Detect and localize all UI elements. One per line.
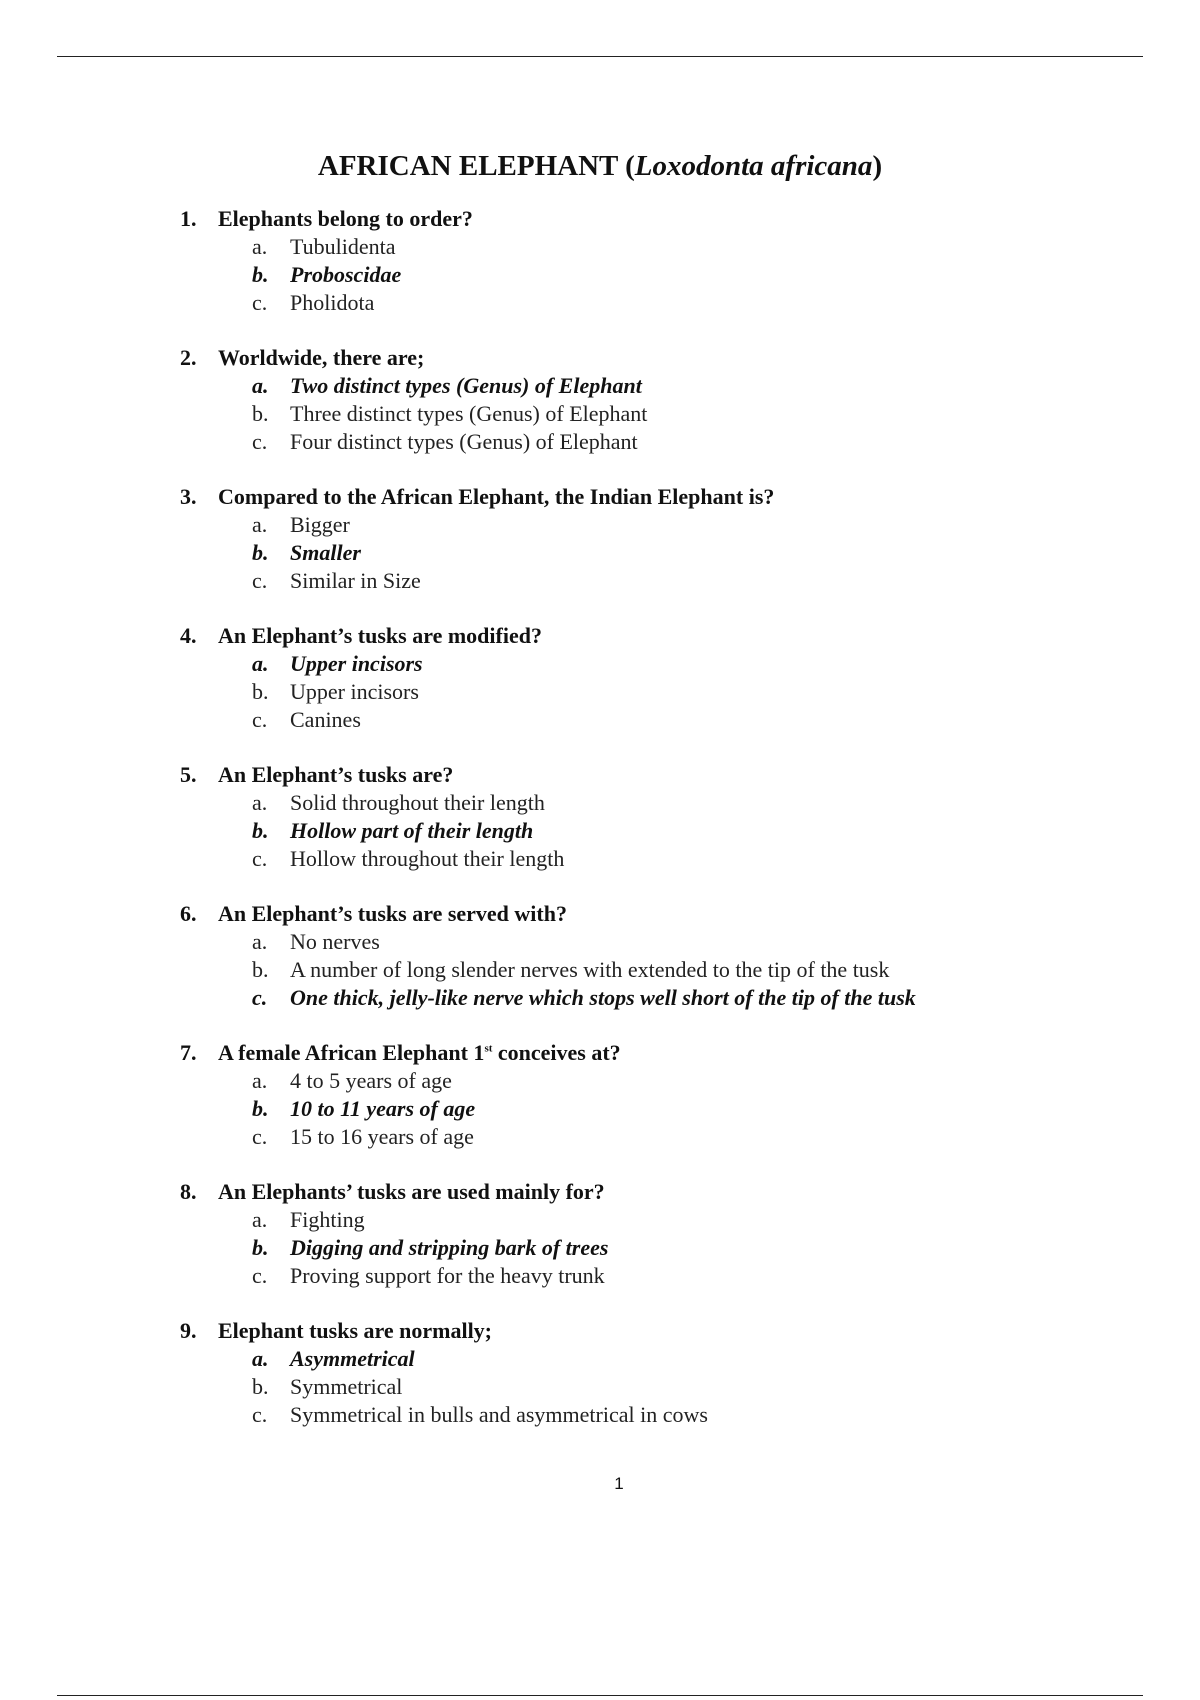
option-letter: c. [252,429,268,454]
option-letter: c. [252,1263,268,1288]
option-text: Fighting [290,1207,365,1232]
answer-option [252,1373,1080,1401]
answer-option [252,511,1080,539]
answer-option [252,845,1080,873]
option-letter: c. [252,290,268,315]
option-letter: c. [252,846,268,871]
answer-option [252,428,1080,456]
option-letter: b. [252,1096,269,1121]
ordinal-superscript: st [484,1042,493,1055]
question-number: 8. [180,1179,197,1204]
question-text-part: An Elephants’ tusks are used mainly for? [218,1179,605,1204]
option-letter: a. [252,1207,268,1232]
question-line [180,483,1080,511]
answer-option [252,956,1080,984]
option-list [180,1206,1080,1290]
question-text [218,344,424,372]
answer-option [252,706,1080,734]
answer-option [252,289,1080,317]
option-letter: c. [252,568,268,593]
question-list [180,205,1080,1456]
option-letter: a. [252,651,269,676]
option-text: Pholidota [290,290,375,315]
option-text: Bigger [290,512,350,537]
option-text: Tubulidenta [290,234,396,259]
answer-option-correct [252,372,1080,400]
question-line [180,1039,1080,1067]
option-text: A number of long slender nerves with extended to the tip of the tusk [290,957,890,982]
option-text: Smaller [290,540,361,565]
option-text: No nerves [290,929,380,954]
answer-option-correct [252,1234,1080,1262]
option-text: One thick, jelly-like nerve which stops well short of the tip of the tusk [290,985,916,1010]
option-list [180,372,1080,456]
option-text: Four distinct types (Genus) of Elephant [290,429,638,454]
question-line [180,344,1080,372]
option-letter: a. [252,373,269,398]
option-text: 15 to 16 years of age [290,1124,474,1149]
question-line [180,761,1080,789]
option-text: Canines [290,707,361,732]
option-text: Proving support for the heavy trunk [290,1263,605,1288]
question-text-part: Worldwide, there are; [218,345,425,370]
question-line [180,900,1080,928]
option-letter: b. [252,957,269,982]
option-letter: a. [252,512,268,537]
document-title [0,146,1200,186]
question-text-part: Compared to the African Elephant, the Indian Elephant is? [218,484,775,509]
question-item [180,483,1080,595]
answer-option [252,400,1080,428]
question-text-part: A female African Elephant 1 [218,1040,485,1065]
answer-option [252,233,1080,261]
answer-option [252,789,1080,817]
option-list [180,928,1080,1012]
option-letter: c. [252,1124,268,1149]
answer-option [252,567,1080,595]
option-letter: a. [252,929,268,954]
question-line [180,205,1080,233]
option-letter: b. [252,540,269,565]
question-line [180,622,1080,650]
question-text-part: An Elephant’s tusks are? [218,762,454,787]
title-close: ) [872,150,883,182]
question-number: 4. [180,623,197,648]
question-text-part: conceives at? [492,1040,621,1065]
option-text: Hollow throughout their length [290,846,565,871]
option-letter: b. [252,1374,269,1399]
question-text [218,761,453,789]
question-text [218,622,542,650]
question-item [180,1039,1080,1151]
question-text-part: An Elephant’s tusks are served with? [218,901,567,926]
question-item [180,761,1080,873]
question-number: 7. [180,1040,197,1065]
question-item [180,1317,1080,1429]
question-number: 9. [180,1318,197,1343]
option-letter: c. [252,1402,268,1427]
option-letter: a. [252,1346,269,1371]
option-letter: a. [252,1068,268,1093]
question-number: 3. [180,484,197,509]
question-item [180,205,1080,317]
question-item [180,1178,1080,1290]
option-letter: c. [252,985,268,1010]
option-text: Three distinct types (Genus) of Elephant [290,401,648,426]
header-rule [57,56,1143,57]
question-item [180,622,1080,734]
option-list [180,650,1080,734]
option-text: Upper incisors [290,679,419,704]
page-number: 1 [614,1474,624,1493]
option-text: 10 to 11 years of age [290,1096,476,1121]
question-line [180,1317,1080,1345]
footer-rule [57,1695,1143,1696]
title-main: AFRICAN ELEPHANT ( [317,150,635,182]
question-text-part: An Elephant’s tusks are modified? [218,623,542,648]
option-text: Symmetrical in bulls and asymmetrical in cows [290,1402,708,1427]
question-number: 1. [180,206,197,231]
option-list [180,511,1080,595]
option-letter: b. [252,262,269,287]
option-letter: a. [252,234,268,259]
answer-option [252,1262,1080,1290]
question-text [218,1039,621,1067]
question-text [218,900,567,928]
answer-option [252,1206,1080,1234]
answer-option-correct [252,1345,1080,1373]
answer-option [252,678,1080,706]
option-text: Proboscidae [290,262,402,287]
option-text: Asymmetrical [290,1346,415,1371]
question-text [218,1178,605,1206]
option-letter: a. [252,790,268,815]
option-letter: b. [252,679,269,704]
option-text: Hollow part of their length [290,818,534,843]
option-list [180,1067,1080,1151]
question-line [180,1178,1080,1206]
question-text-part: Elephants belong to order? [218,206,473,231]
title-latin-name: Loxodonta africana [634,150,873,182]
question-item [180,900,1080,1012]
answer-option-correct [252,650,1080,678]
option-text: Digging and stripping bark of trees [290,1235,609,1260]
question-text [218,1317,492,1345]
option-list [180,789,1080,873]
option-text: Two distinct types (Genus) of Elephant [290,373,642,398]
option-letter: b. [252,818,269,843]
option-letter: b. [252,1235,269,1260]
answer-option-correct [252,1095,1080,1123]
option-letter: c. [252,707,268,732]
answer-option-correct [252,539,1080,567]
question-text-part: Elephant tusks are normally; [218,1318,493,1343]
answer-option [252,1401,1080,1429]
answer-option [252,1123,1080,1151]
question-item [180,344,1080,456]
question-number: 6. [180,901,197,926]
option-list [180,233,1080,317]
question-number: 2. [180,345,197,370]
question-number: 5. [180,762,197,787]
answer-option [252,1067,1080,1095]
answer-option-correct [252,817,1080,845]
answer-option [252,928,1080,956]
answer-option-correct [252,261,1080,289]
option-text: Upper incisors [290,651,423,676]
question-text [218,483,774,511]
option-text: 4 to 5 years of age [290,1068,452,1093]
answer-option-correct [252,984,1080,1012]
option-list [180,1345,1080,1429]
option-text: Similar in Size [290,568,421,593]
option-letter: b. [252,401,269,426]
question-text [218,205,473,233]
option-text: Symmetrical [290,1374,403,1399]
option-text: Solid throughout their length [290,790,545,815]
